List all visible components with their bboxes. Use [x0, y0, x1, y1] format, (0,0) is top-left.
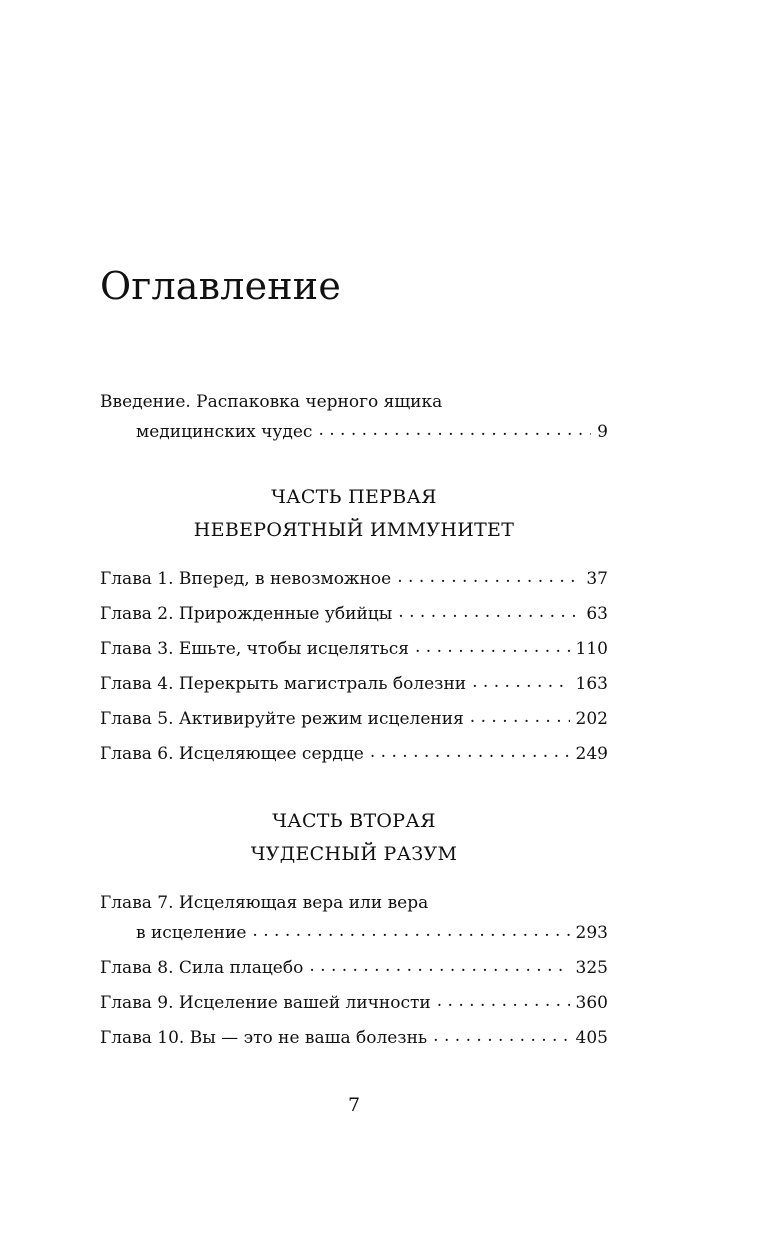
toc-entry-chapter-5[interactable]	[100, 709, 608, 729]
dot-leader	[470, 707, 570, 727]
part-heading-1	[100, 481, 608, 547]
toc-entry-chapter-9[interactable]	[100, 993, 608, 1013]
part-heading-2	[100, 805, 608, 871]
part-label: ЧАСТЬ ПЕРВАЯ	[271, 486, 437, 508]
toc-entry-chapter-4[interactable]	[100, 674, 608, 694]
dot-leader	[370, 742, 570, 762]
toc-entry-title: Глава 1. Вперед, в невозможное	[100, 569, 392, 589]
toc-page-number: 110	[575, 639, 608, 659]
toc-page-number: 405	[575, 1028, 608, 1048]
dot-leader	[309, 956, 569, 976]
toc-entry-chapter-1[interactable]	[100, 569, 608, 589]
toc-page-number: 249	[575, 744, 608, 764]
toc-entry-title: Глава 5. Активируйте режим исцеления	[100, 709, 464, 729]
toc-entry-chapter-10[interactable]	[100, 1028, 608, 1048]
toc-entry-continuation	[100, 923, 608, 943]
dot-leader	[318, 420, 591, 440]
part-title: ЧУДЕСНЫЙ РАЗУМ	[250, 843, 458, 865]
toc-entry-title: Глава 10. Вы — это не ваша болезнь	[100, 1028, 428, 1048]
toc-entry-chapter-6[interactable]	[100, 744, 608, 764]
part-label: ЧАСТЬ ВТОРАЯ	[272, 810, 436, 832]
toc-entry-title: Глава 7. Исцеляющая вера или вера	[100, 893, 429, 913]
toc-entry-title: Глава 3. Ешьте, чтобы исцеляться	[100, 639, 409, 659]
toc-page-number: 293	[575, 923, 608, 943]
toc-entry-chapter-8[interactable]	[100, 958, 608, 978]
toc-page-number: 325	[575, 958, 608, 978]
toc-entry-title: Глава 8. Сила плацебо	[100, 958, 304, 978]
toc-entry-title: Глава 2. Прирожденные убийцы	[100, 604, 393, 624]
part-title: НЕВЕРОЯТНЫЙ ИММУНИТЕТ	[193, 519, 515, 541]
page-title: Оглавление	[100, 264, 342, 308]
toc-entry-title-cont: в исцеление	[136, 923, 247, 943]
toc-entry-title: Глава 9. Исцеление вашей личности	[100, 993, 431, 1013]
dot-leader	[252, 921, 569, 941]
toc-page-number: 360	[575, 993, 608, 1013]
dot-leader	[397, 567, 580, 587]
dot-leader	[472, 672, 569, 692]
toc-entry-chapter-7[interactable]	[100, 893, 608, 943]
page-number-folio: 7	[347, 1094, 361, 1116]
toc-entry-introduction[interactable]	[100, 392, 608, 442]
toc-page-number: 37	[586, 569, 608, 589]
toc-entry-title-cont: медицинских чудес	[136, 422, 313, 442]
dot-leader	[437, 991, 570, 1011]
toc-page-number: 202	[575, 709, 608, 729]
dot-leader	[398, 602, 580, 622]
dot-leader	[415, 637, 570, 657]
dot-leader	[433, 1026, 569, 1046]
toc-entry-chapter-3[interactable]	[100, 639, 608, 659]
toc-entry-title: Глава 6. Исцеляющее сердце	[100, 744, 364, 764]
toc-entry-chapter-2[interactable]	[100, 604, 608, 624]
toc-page-number: 163	[575, 674, 608, 694]
toc-entry-continuation	[100, 422, 608, 442]
toc-entry-title: Введение. Распаковка черного ящика	[100, 392, 443, 412]
toc-entry-title: Глава 4. Перекрыть магистраль болезни	[100, 674, 467, 694]
toc-page-number: 63	[586, 604, 608, 624]
toc-page-number: 9	[597, 422, 608, 442]
